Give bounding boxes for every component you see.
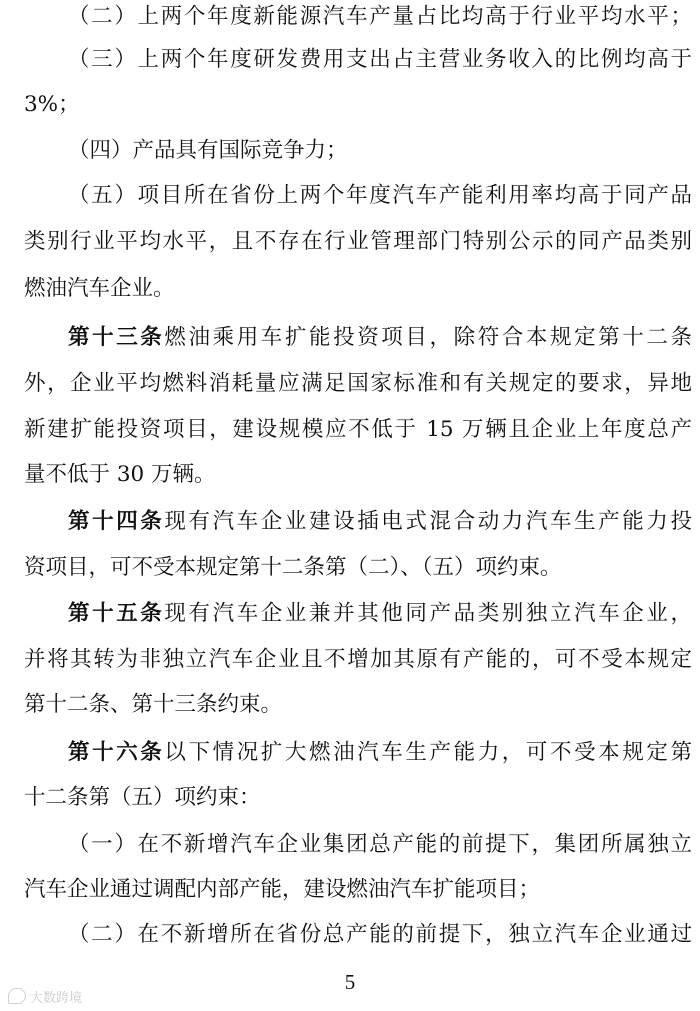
article-16-heading: 第十六条: [68, 740, 165, 765]
text-line: （二）上两个年度新能源汽车产量占比均高于行业平均水平；: [68, 4, 692, 29]
article-16-text: 以下情况扩大燃油汽车生产能力，可不受本规定第: [164, 740, 692, 765]
page-number: 5: [344, 970, 356, 994]
article-14-heading: 第十四条: [68, 509, 165, 534]
text-line: （四）产品具有国际竞争力；: [68, 138, 348, 163]
text-line: 量不低于 30 万辆。: [24, 462, 216, 487]
text-line: 类别行业平均水平，且不存在行业管理部门特别公示的同产品类别: [24, 229, 692, 254]
text-line: （三）上两个年度研发费用支出占主营业务收入的比例均高于: [68, 47, 692, 72]
text-line: 第十二条、第十三条约束。: [24, 692, 283, 717]
watermark-text: 大数跨境: [30, 990, 83, 1006]
text-line: 并将其转为非独立汽车企业且不增加其原有产能的，可不受本规定: [24, 647, 692, 672]
text-line: 新建扩能投资项目，建设规模应不低于 15 万辆且企业上年度总产: [24, 417, 692, 442]
chat-bubble-logo-icon: [8, 988, 26, 1004]
article-14-text: 现有汽车企业建设插电式混合动力汽车生产能力投: [164, 509, 692, 534]
text-line: （二）在不新增所在省份总产能的前提下，独立汽车企业通过: [68, 922, 692, 947]
text-line: 燃油汽车企业。: [24, 276, 175, 301]
text-line: 汽车企业通过调配内部产能，建设燃油汽车扩能项目；: [24, 877, 541, 902]
article-13-heading: 第十三条: [68, 325, 165, 350]
text-line: 十二条第（五）项约束：: [24, 785, 261, 810]
article-13-text: 燃油乘用车扩能投资项目，除符合本规定第十二条: [164, 325, 692, 350]
text-line: 外，企业平均燃料消耗量应满足国家标准和有关规定的要求，异地: [24, 371, 692, 396]
article-15-first-line: [68, 594, 692, 634]
article-15-heading: 第十五条: [68, 601, 165, 626]
article-16-first-line: [68, 733, 692, 773]
text-line: （一）在不新增汽车企业集团总产能的前提下，集团所属独立: [68, 832, 692, 857]
article-13-first-line: [68, 318, 692, 358]
article-15-text: 现有汽车企业兼并其他同产品类别独立汽车企业，: [164, 601, 692, 626]
watermark: [8, 986, 82, 1006]
article-14-first-line: [68, 502, 692, 542]
text-line: （五）项目所在省份上两个年度汽车产能利用率均高于同产品: [68, 183, 692, 208]
text-line: 3%；: [24, 92, 80, 117]
text-line: 资项目，可不受本规定第十二条第（二）、（五）项约束。: [24, 555, 562, 580]
